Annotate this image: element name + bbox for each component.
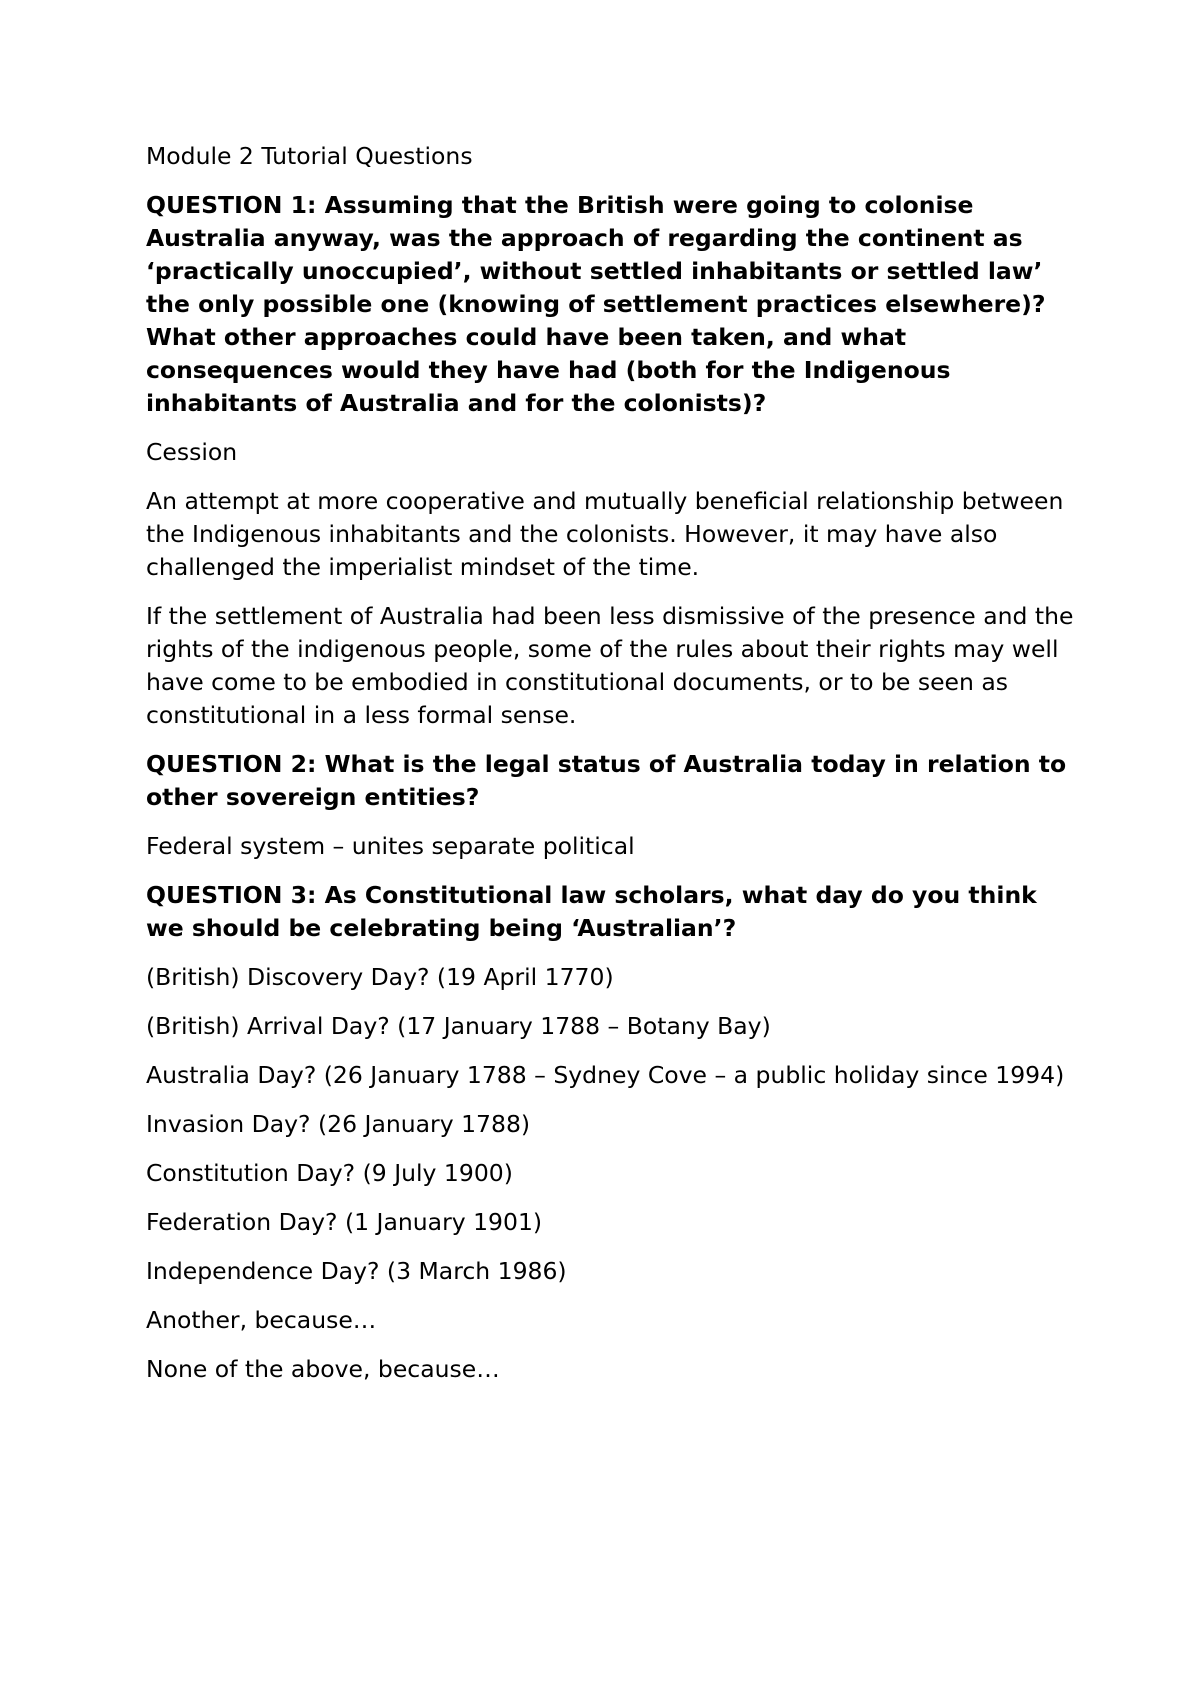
option-another: Another, because… — [146, 1306, 377, 1334]
document-body — [146, 140, 1076, 1402]
answer-2: Federal system – unites separate political — [146, 832, 635, 860]
option-federation-day: Federation Day? (1 January 1901) — [146, 1208, 543, 1236]
option-constitution-day: Constitution Day? (9 July 1900) — [146, 1159, 513, 1187]
answer-1-heading: Cession — [146, 438, 238, 466]
option-none-of-the-above: None of the above, because… — [146, 1355, 500, 1383]
document-title: Module 2 Tutorial Questions — [146, 142, 473, 170]
option-discovery-day: (British) Discovery Day? (19 April 1770) — [146, 963, 614, 991]
option-invasion-day: Invasion Day? (26 January 1788) — [146, 1110, 531, 1138]
question-3: QUESTION 3: As Constitutional law scholars, what day do you think we should be celebrating being ‘Australian’? — [146, 881, 1037, 942]
question-2: QUESTION 2: What is the legal status of Australia today in relation to other sovereign entities? — [146, 750, 1067, 811]
question-1: QUESTION 1: Assuming that the British were going to colonise Australia anyway, was the approach of regarding the continent as ‘practically unoccupied’, without settled inhabitants or settled law’ the only possible one (knowing of settlement practices elsewhere)? What other approaches could have been taken, and what consequences would they have had (both for the Indigenous inhabitants of Australia and for the colonists)? — [146, 191, 1046, 417]
option-australia-day: Australia Day? (26 January 1788 – Sydney Cove – a public holiday since 1994) — [146, 1061, 1065, 1089]
option-arrival-day: (British) Arrival Day? (17 January 1788 – Botany Bay) — [146, 1012, 771, 1040]
answer-1-paragraph-2: If the settlement of Australia had been less dismissive of the presence and the rights of the indigenous people, some of the rules about their rights may well have come to be embodied in constitutional documents, or to be seen as constitutional in a less formal sense. — [146, 602, 1074, 729]
answer-1-paragraph-1: An attempt at more cooperative and mutually beneficial relationship between the Indigenous inhabitants and the colonists. However, it may have also challenged the imperialist mindset of the time. — [146, 487, 1064, 581]
option-independence-day: Independence Day? (3 March 1986) — [146, 1257, 567, 1285]
